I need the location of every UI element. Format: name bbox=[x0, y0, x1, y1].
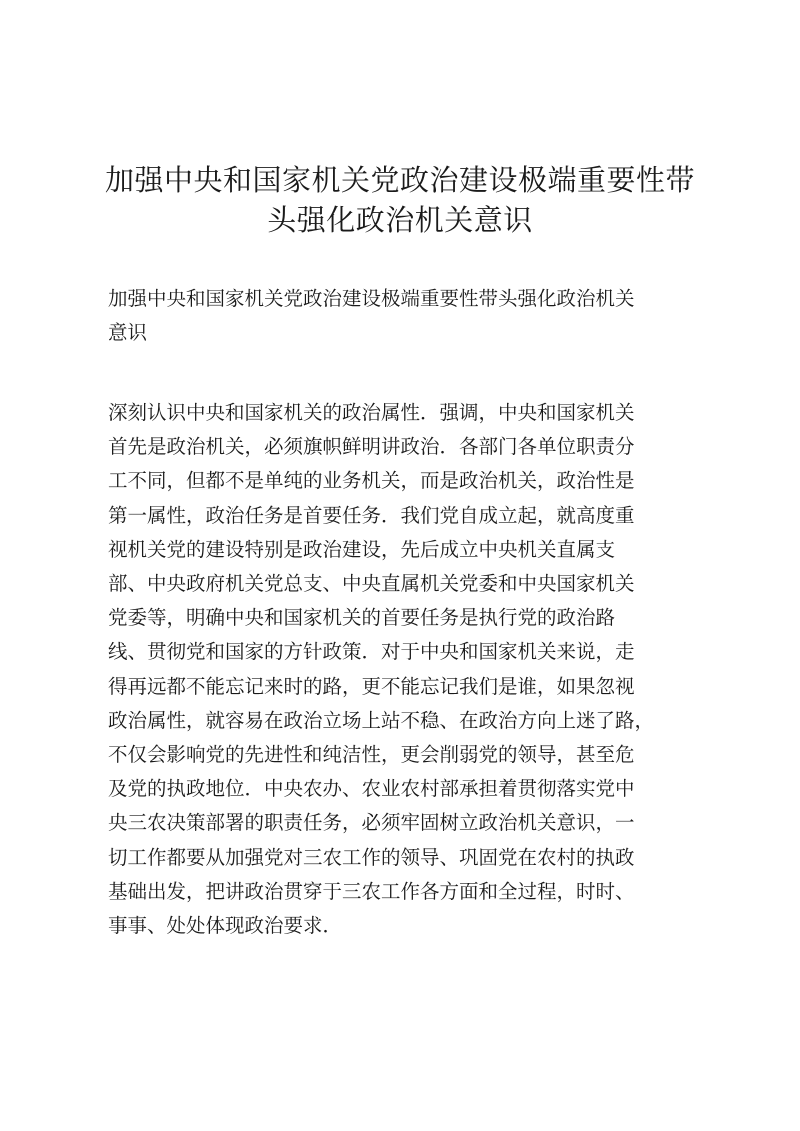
body-line: 深刻认识中央和国家机关的政治属性．强调，中央和国家机关 bbox=[108, 401, 635, 424]
body-line: 第一属性，政治任务是首要任务．我们党自成立起，就高度重 bbox=[108, 503, 635, 527]
subtitle-line: 加强中央和国家机关党政治建设极端重要性带头强化政治机关 bbox=[108, 287, 635, 310]
body-paragraph bbox=[108, 396, 708, 943]
body-line: 政治属性，就容易在政治立场上站不稳、在政治方向上迷了路， bbox=[108, 708, 655, 732]
body-line: 部、中央政府机关党总支、中央直属机关党委和中央国家机关 bbox=[108, 572, 635, 596]
body-line: 切工作都要从加强党对三农工作的领导、巩固党在农村的执政 bbox=[108, 845, 635, 869]
body-line: 事事、处处体现政治要求． bbox=[108, 914, 343, 938]
body-line: 党委等，明确中央和国家机关的首要任务是执行党的政治路 bbox=[108, 606, 616, 630]
title-line: 加强中央和国家机关党政治建设极端重要性带 bbox=[104, 163, 695, 197]
body-line: 线、贯彻党和国家的方针政策．对于中央和国家机关来说，走 bbox=[108, 640, 635, 664]
title-line: 头强化政治机关意识 bbox=[267, 203, 533, 237]
body-line: 得再远都不能忘记来时的路，更不能忘记我们是谁，如果忽视 bbox=[108, 674, 635, 698]
body-line: 基础出发，把讲政治贯穿于三农工作各方面和全过程，时时、 bbox=[108, 879, 635, 903]
body-line: 首先是政治机关，必须旗帜鲜明讲政治．各部门各单位职责分 bbox=[108, 435, 635, 459]
body-line: 及党的执政地位．中央农办、农业农村部承担着贯彻落实党中 bbox=[108, 777, 635, 801]
document-title bbox=[90, 160, 710, 240]
subtitle-line: 意识 bbox=[108, 321, 148, 344]
body-line: 工不同，但都不是单纯的业务机关，而是政治机关，政治性是 bbox=[108, 469, 635, 493]
body-line: 央三农决策部署的职责任务，必须牢固树立政治机关意识，一 bbox=[108, 811, 635, 835]
document-subtitle bbox=[108, 282, 708, 350]
body-line: 不仅会影响党的先进性和纯洁性，更会削弱党的领导，甚至危 bbox=[108, 743, 635, 767]
body-line: 视机关党的建设特别是政治建设，先后成立中央机关直属支 bbox=[108, 537, 616, 561]
